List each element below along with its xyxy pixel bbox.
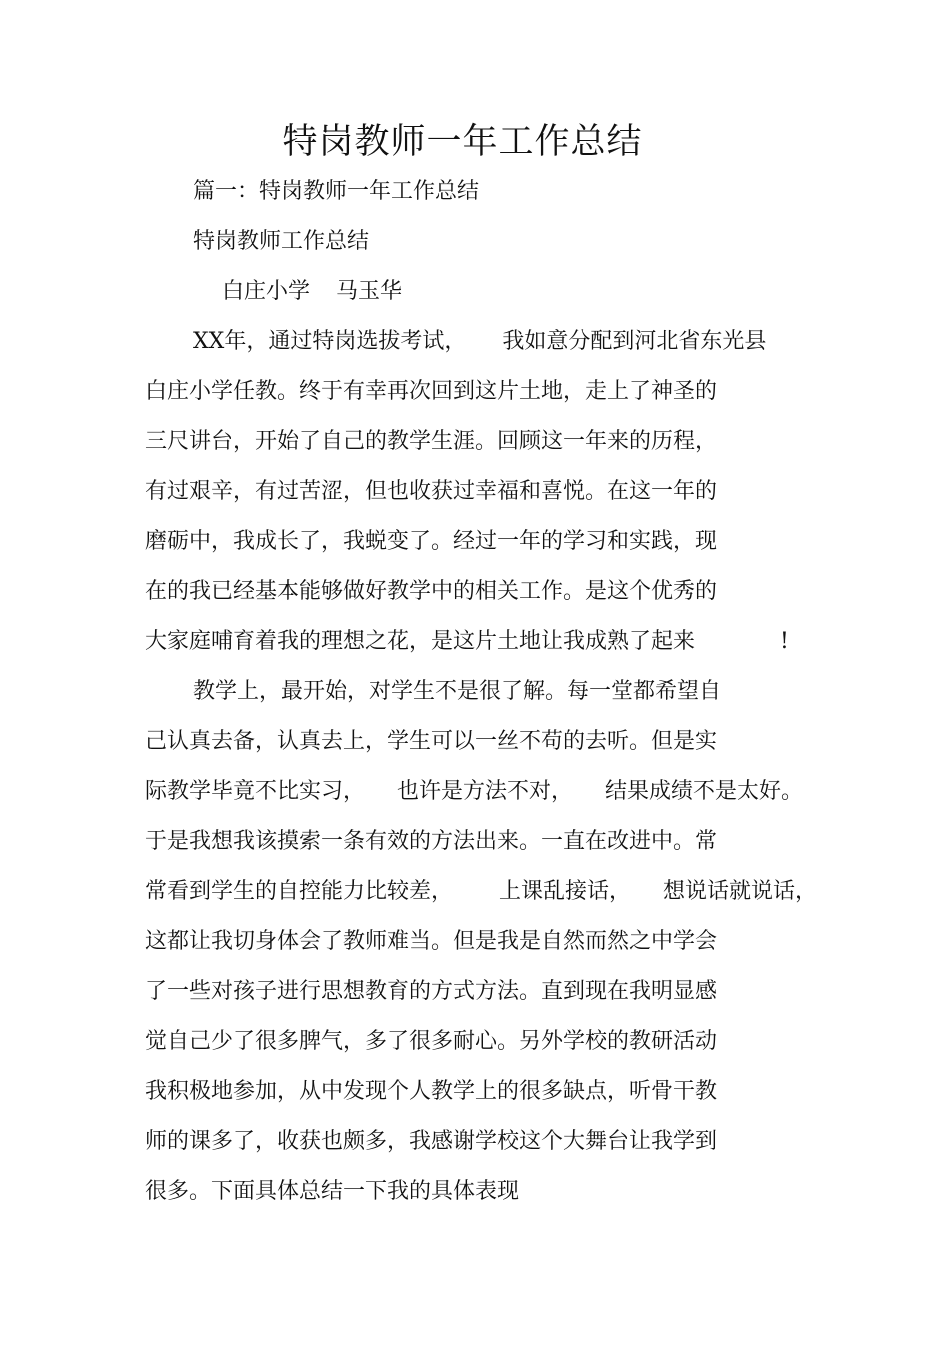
paragraph-1-line-7: 大家庭哺育着我的理想之花，是这片土地让我成熟了起来	[145, 629, 696, 654]
paragraph-2-line-1: 教学上，最开始，对学生不是很了解。每一堂都希望自	[193, 679, 722, 704]
text-segment: 结果成绩不是太好。	[605, 779, 804, 804]
paragraph-2-line-10: 师的课多了，收获也颇多，我感谢学校这个大舞台让我学到	[145, 1129, 718, 1154]
text-segment: 上课乱接话，	[499, 879, 632, 904]
author-name: 马玉华	[336, 279, 403, 304]
paragraph-1-line-2: 白庄小学任教。终于有幸再次回到这片土地，走上了神圣的	[145, 379, 718, 404]
document-title: 特岗教师一年工作总结	[282, 122, 643, 162]
author-line	[222, 277, 402, 307]
text-segment: 常看到学生的自控能力比较差，	[145, 879, 454, 904]
text-segment: 际教学毕竟不比实习，	[145, 779, 366, 804]
paragraph-1-line-4: 有过艰辛，有过苦涩，但也收获过幸福和喜悦。在这一年的	[145, 479, 718, 504]
paragraph-2-line-4: 于是我想我该摸索一条有效的方法出来。一直在改进中。常	[145, 829, 718, 854]
paragraph-1-line-1	[193, 327, 766, 357]
text-segment: XX年，通过特岗选拔考试，	[193, 329, 467, 354]
paragraph-2-line-9: 我积极地参加，从中发现个人教学上的很多缺点，听骨干教	[145, 1079, 718, 1104]
paragraph-2-line-2: 己认真去备，认真去上，学生可以一丝不苟的去听。但是实	[145, 729, 718, 754]
paragraph-1-line-3: 三尺讲台，开始了自己的教学生涯。回顾这一年来的历程，	[145, 429, 718, 454]
paragraph-2-line-5	[145, 877, 817, 907]
subtitle-part-one: 篇一：特岗教师一年工作总结	[193, 179, 480, 204]
paragraph-1-line-5: 磨砺中，我成长了，我蜕变了。经过一年的学习和实践，现	[145, 529, 718, 554]
paragraph-2-line-6: 这都让我切身体会了教师难当。但是我是自然而然之中学会	[145, 929, 718, 954]
paragraph-2-line-7: 了一些对孩子进行思想教育的方式方法。直到现在我明显感	[145, 979, 718, 1004]
paragraph-1-line-6: 在的我已经基本能够做好教学中的相关工作。是这个优秀的	[145, 579, 718, 604]
paragraph-2-line-11: 很多。下面具体总结一下我的具体表现	[145, 1179, 520, 1204]
author-school: 白庄小学	[222, 279, 311, 304]
text-segment: 也许是方法不对，	[397, 779, 574, 804]
text-segment: 我如意分配到河北省东光县	[502, 329, 767, 354]
paragraph-2-line-3	[145, 777, 803, 807]
exclamation-mark: !	[780, 629, 789, 654]
subtitle-summary: 特岗教师工作总结	[193, 229, 370, 254]
paragraph-2-line-8: 觉自己少了很多脾气，多了很多耐心。另外学校的教研活动	[145, 1029, 718, 1054]
text-segment: 想说话就说话，	[663, 879, 818, 904]
